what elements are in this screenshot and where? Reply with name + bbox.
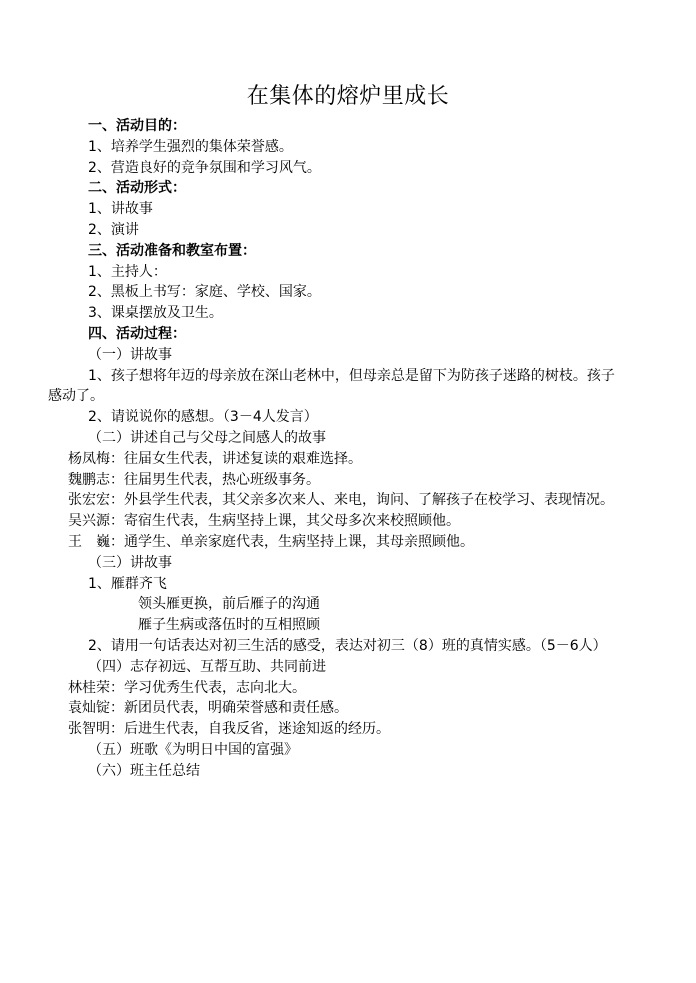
subsection-heading: （二）讲述自己与父母之间感人的故事 [88,429,326,446]
speaker-line: 袁灿锭：新团员代表，明确荣誉感和责任感。 [68,700,348,717]
speaker-line: 吴兴源：寄宿生代表，生病坚持上课，其父母多次来校照顾他。 [68,513,460,530]
subsection-heading: （一）讲故事 [88,346,172,363]
subsection-heading: （四）志存初远、互帮互助、共同前进 [88,658,326,675]
subsection-heading: （六）班主任总结 [88,762,200,779]
document-title: 在集体的熔炉里成长 [246,84,450,109]
subsection-heading: （五）班歌《为明日中国的富强》 [88,741,298,758]
speaker-line: 魏鹏志：往届男生代表，热心班级事务。 [68,471,320,488]
list-item: 1、讲故事 [88,201,153,218]
speaker-line: 林桂荣：学习优秀生代表，志向北大。 [68,679,306,696]
paragraph: 2、请用一句话表达对初三生活的感受，表达对初三（8）班的真情实感。（5－6人） [88,637,607,654]
list-item: 2、请说说你的感想。（3－4人发言） [88,409,318,426]
sub-item: 雁子生病或落伍时的互相照顾 [138,617,320,634]
list-item: 3、课桌摆放及卫生。 [88,305,223,322]
list-item: 1、主持人： [88,263,167,280]
speaker-line: 杨凤梅：往届女生代表，讲述复读的艰难选择。 [68,450,362,467]
speaker-line: 王 巍：通学生、单亲家庭代表，生病坚持上课，其母亲照顾他。 [68,533,474,550]
document-body [48,116,628,782]
subsection-heading: （三）讲故事 [88,554,172,571]
section-heading: 四、活动过程： [88,325,186,342]
list-item: 2、营造良好的竞争氛围和学习风气。 [88,159,321,176]
paragraph: 1、孩子想将年迈的母亲放在深山老林中，但母亲总是留下为防孩子迷路的树枝。孩子感动了。 [48,367,615,405]
speaker-line: 张宏宏：外县学生代表，其父亲多次来人、来电，询问、了解孩子在校学习、表现情况。 [68,492,614,509]
section-heading: 二、活动形式： [88,180,186,197]
list-item: 2、演讲 [88,221,139,238]
list-item: 1、雁群齐飞 [88,575,167,592]
section-heading: 三、活动准备和教室布置： [88,242,256,259]
sub-item: 领头雁更换，前后雁子的沟通 [138,596,320,613]
list-item: 1、培养学生强烈的集体荣誉感。 [88,138,293,155]
speaker-line: 张智明：后进生代表，自我反省，迷途知返的经历。 [68,721,390,738]
section-heading: 一、活动目的： [88,118,186,134]
list-item: 2、黑板上书写：家庭、学校、国家。 [88,284,321,301]
